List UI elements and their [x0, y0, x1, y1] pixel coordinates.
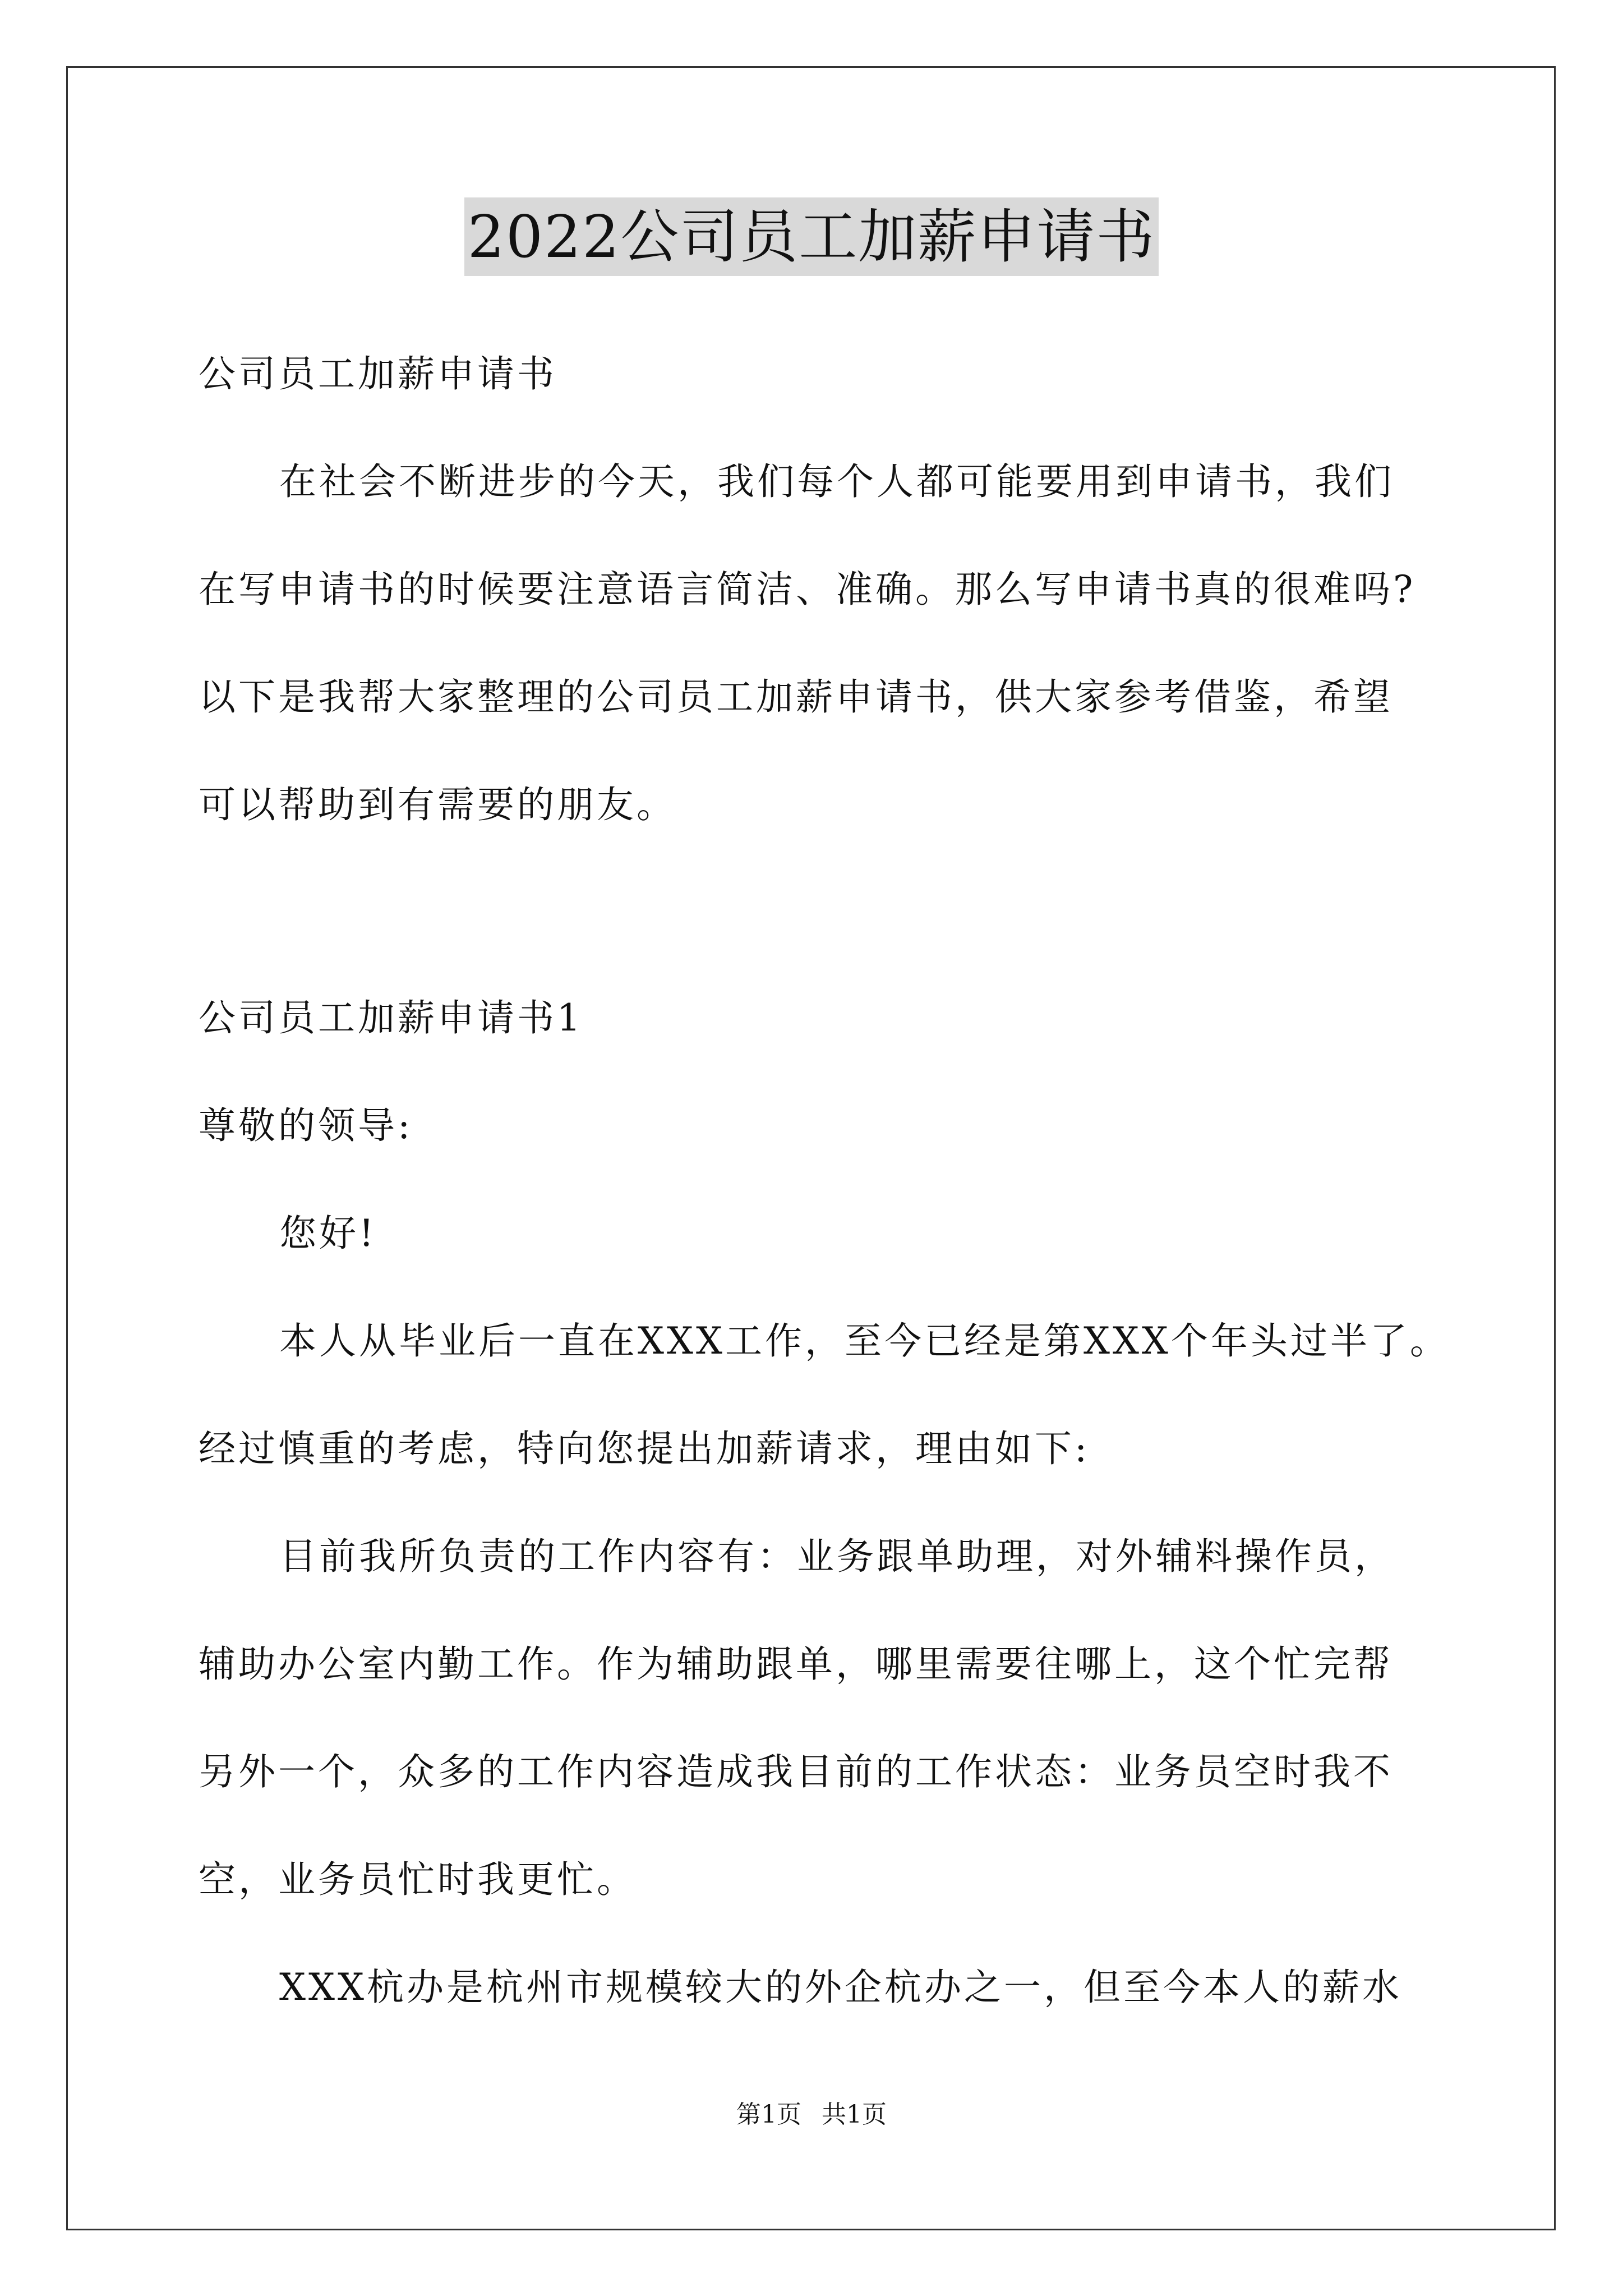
body-line-1: 本人从毕业后一直在XXX工作，至今已经是第XXX个年头过半了。: [279, 1319, 1450, 1363]
greeting: 您好!: [279, 1212, 377, 1255]
document-subtitle: 公司员工加薪申请书: [199, 352, 557, 395]
body-line-7: XXX杭办是杭州市规模较大的外企杭办之一，但至今本人的薪水: [279, 1966, 1402, 2009]
page-footer: [0, 2098, 1623, 2132]
body-line-5: 另外一个，众多的工作内容造成我目前的工作状态：业务员空时我不: [199, 1750, 1393, 1793]
title-container: [0, 197, 1623, 276]
body-line-3: 目前我所负责的工作内容有：业务跟单助理，对外辅料操作员，: [279, 1535, 1394, 1578]
intro-line-4: 可以帮助到有需要的朋友。: [199, 783, 676, 826]
body-line-4: 辅助办公室内勤工作。作为辅助跟单，哪里需要往哪上，这个忙完帮: [199, 1642, 1393, 1686]
page-total: 共1页: [822, 2100, 887, 2129]
page-number: 第1页: [736, 2100, 801, 2129]
body-line-6: 空，业务员忙时我更忙。: [199, 1858, 637, 1901]
section-heading: 公司员工加薪申请书1: [199, 996, 583, 1039]
intro-line-2: 在写申请书的时候要注意语言简洁、准确。那么写申请书真的很难吗?: [199, 568, 1416, 611]
document-title: 2022公司员工加薪申请书: [464, 197, 1159, 276]
intro-line-3: 以下是我帮大家整理的公司员工加薪申请书，供大家参考借鉴，希望: [199, 675, 1393, 719]
intro-line-1: 在社会不断进步的今天，我们每个人都可能要用到申请书，我们: [279, 460, 1394, 503]
salutation: 尊敬的领导:: [199, 1104, 413, 1147]
body-line-2: 经过慎重的考虑，特向您提出加薪请求，理由如下:: [199, 1427, 1090, 1470]
